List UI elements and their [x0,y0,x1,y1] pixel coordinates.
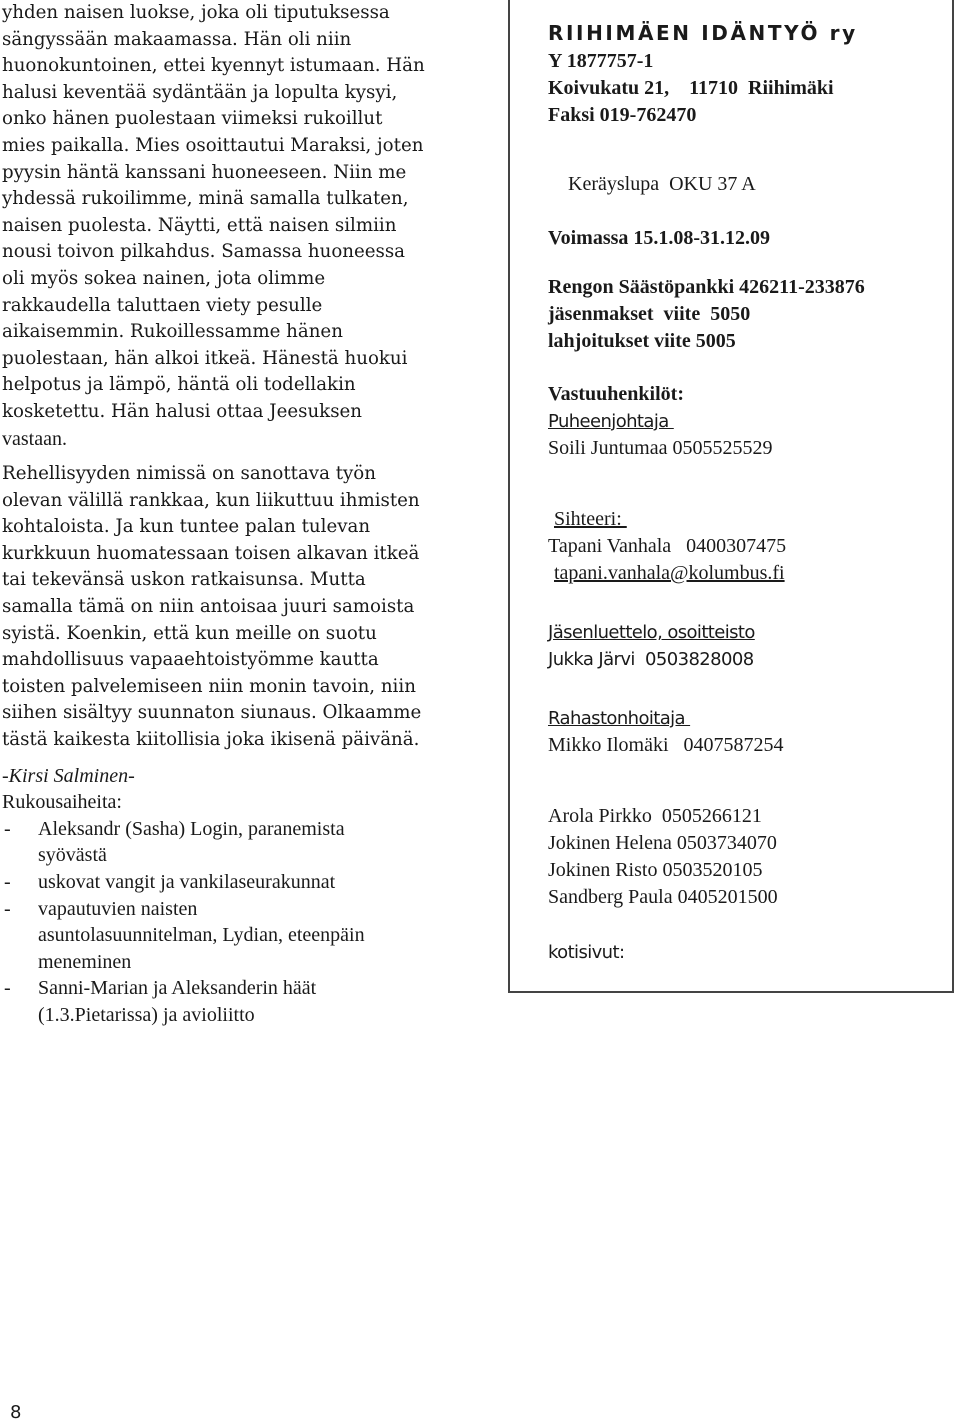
secretary-label: Sihteeri: [554,508,627,530]
prayer-topics-list [2,816,442,1029]
other-contact: Jokinen Risto 0503520105 [548,859,763,881]
list-dash: - [4,871,11,893]
contacts-heading: Vastuuhenkilöt: [548,383,684,405]
paragraph-1-line: pyysin häntä kanssani huoneeseen. Niin me [2,161,407,183]
prayer-topic-line: (1.3.Pietarissa) ja avioliitto [38,1003,255,1026]
prayer-topic-item [2,869,442,896]
other-contact: Sandberg Paula 0405201500 [548,886,778,908]
paragraph-2-line: syistä. Koenkin, että kun meille on suotu [2,622,377,644]
paragraph-1-line: yhden naisen luokse, joka oli tiputuksessa [2,2,390,23]
prayer-topic-item [2,896,442,976]
paragraph-2-line: mahdollisuus vapaaehtoistyömme kautta [2,649,379,671]
permit-validity: Voimassa 15.1.08-31.12.09 [548,227,771,249]
member-register-name: Jukka Järvi 0503828008 [548,649,754,670]
list-dash: - [4,897,11,920]
prayer-topic-line: meneminen [38,950,132,973]
treasurer-label: Rahastonhoitaja [548,708,691,729]
fax-number: Faksi 019-762470 [548,104,697,126]
prayer-topic-item [2,816,442,869]
paragraph-1-line: sängyssään makaamassa. Hän oli niin [2,28,352,50]
prayer-topics-heading: Rukousaiheita: [2,791,122,814]
other-contact: Jokinen Helena 0503734070 [548,832,777,854]
paragraph-1-line: yhdessä rukoilimme, minä samalla tulkaten, [2,188,409,210]
paragraph-2-line: tai tekevänsä uskon ratkaisunsa. Mutta [2,569,366,591]
business-id: Y 1877757-1 [548,50,654,72]
secretary-email-link[interactable]: tapani.vanhala@kolumbus.fi [554,562,785,584]
donations-reference: lahjoitukset viite 5005 [548,330,736,352]
paragraph-1-line: halusi keventää sydäntään ja lopulta kysyi, [2,81,398,103]
article-column [2,0,442,1029]
paragraph-1-line: huonokuntoinen, ettei kyennyt istumaan. Hän [2,55,425,77]
prayer-topic-item [2,975,442,1028]
paragraph-1-line: puolestaan, hän alkoi itkeä. Hänestä huokui [2,347,408,369]
other-contacts-list [548,803,952,911]
paragraph-1-line: helpotus ja lämpö, häntä oli todellakin [2,374,356,396]
prayer-topic-line: Sanni-Marian ja Aleksanderin häät [38,977,317,1000]
list-dash: - [4,817,11,840]
membership-fee-reference: jäsenmakset viite 5050 [548,303,751,325]
secretary-name: Tapani Vanhala 0400307475 [548,535,787,557]
chair-name: Soili Juntumaa 0505525529 [548,437,773,459]
paragraph-2-line: olevan välillä rankkaa, kun liikuttuu ihmisten [2,489,420,511]
prayer-topic-line: uskovat vangit ja vankilaseurakunnat [38,871,336,893]
collection-permit: Keräyslupa OKU 37 A [568,173,756,195]
paragraph-1-line: aikaisemmin. Rukoillessamme hänen [2,321,343,343]
paragraph-1-line: onko hänen puolestaan viimeksi rukoillut [2,108,383,130]
other-contact: Arola Pirkko 0505266121 [548,805,762,827]
association-info-box [508,0,954,993]
article-paragraph-2 [2,461,442,754]
chair-label: Puheenjohtaja [548,411,674,432]
paragraph-1-line: oli myös sokea nainen, jota olimme [2,267,326,289]
paragraph-2-line: toisten palvelemiseen niin monin tavoin, niin [2,675,416,697]
paragraph-1-line: vastaan. [2,427,67,450]
bank-account: Rengon Säästöpankki 426211-233876 [548,276,865,298]
address: Koivukatu 21, 11710 Riihimäki [548,77,834,99]
prayer-topic-line: Aleksandr (Sasha) Login, paranemista [38,817,345,840]
page-number: 8 [10,1402,22,1423]
list-dash: - [4,977,11,1000]
prayer-topic-line: vapautuvien naisten [38,897,198,920]
paragraph-2-line: tästä kaikesta kiitollisia joka ikisenä päivänä. [2,729,420,751]
article-signature: -Kirsi Salminen- [2,764,135,787]
prayer-topic-line: asuntolasuunnitelman, Lydian, eteenpäin [38,924,365,947]
paragraph-1-line: nousi toivon pilkahdus. Samassa huoneessa [2,241,406,263]
homepage-label: kotisivut: [548,942,625,963]
paragraph-2-line: kohtaloista. Ja kun tuntee palan tulevan [2,516,371,538]
organization-name: RIIHIMÄEN IDÄNTYÖ ry [548,21,858,45]
paragraph-1-line: naisen puolesta. Näytti, että naisen silmiin [2,214,397,236]
paragraph-2-line: siihen sisältyy suunnaton siunaus. Olkaamme [2,702,422,724]
paragraph-2-line: kurkkuun huomatessaan toisen alkavan itkeä [2,542,420,564]
article-paragraph-1 [2,0,442,452]
paragraph-1-line: kosketettu. Hän halusi ottaa Jeesuksen [2,400,363,422]
member-register-label: Jäsenluettelo, osoitteisto [548,622,755,643]
prayer-topic-line: syövästä [38,844,107,867]
paragraph-2-line: Rehellisyyden nimissä on sanottava työn [2,463,376,485]
treasurer-name: Mikko Ilomäki 0407587254 [548,734,784,756]
paragraph-2-line: samalla tämä on niin antoisaa juuri samoista [2,596,415,618]
paragraph-1-line: rakkaudella taluttaen viety pesulle [2,294,323,316]
paragraph-1-line: mies paikalla. Mies osoittautui Maraksi, joten [2,134,424,156]
